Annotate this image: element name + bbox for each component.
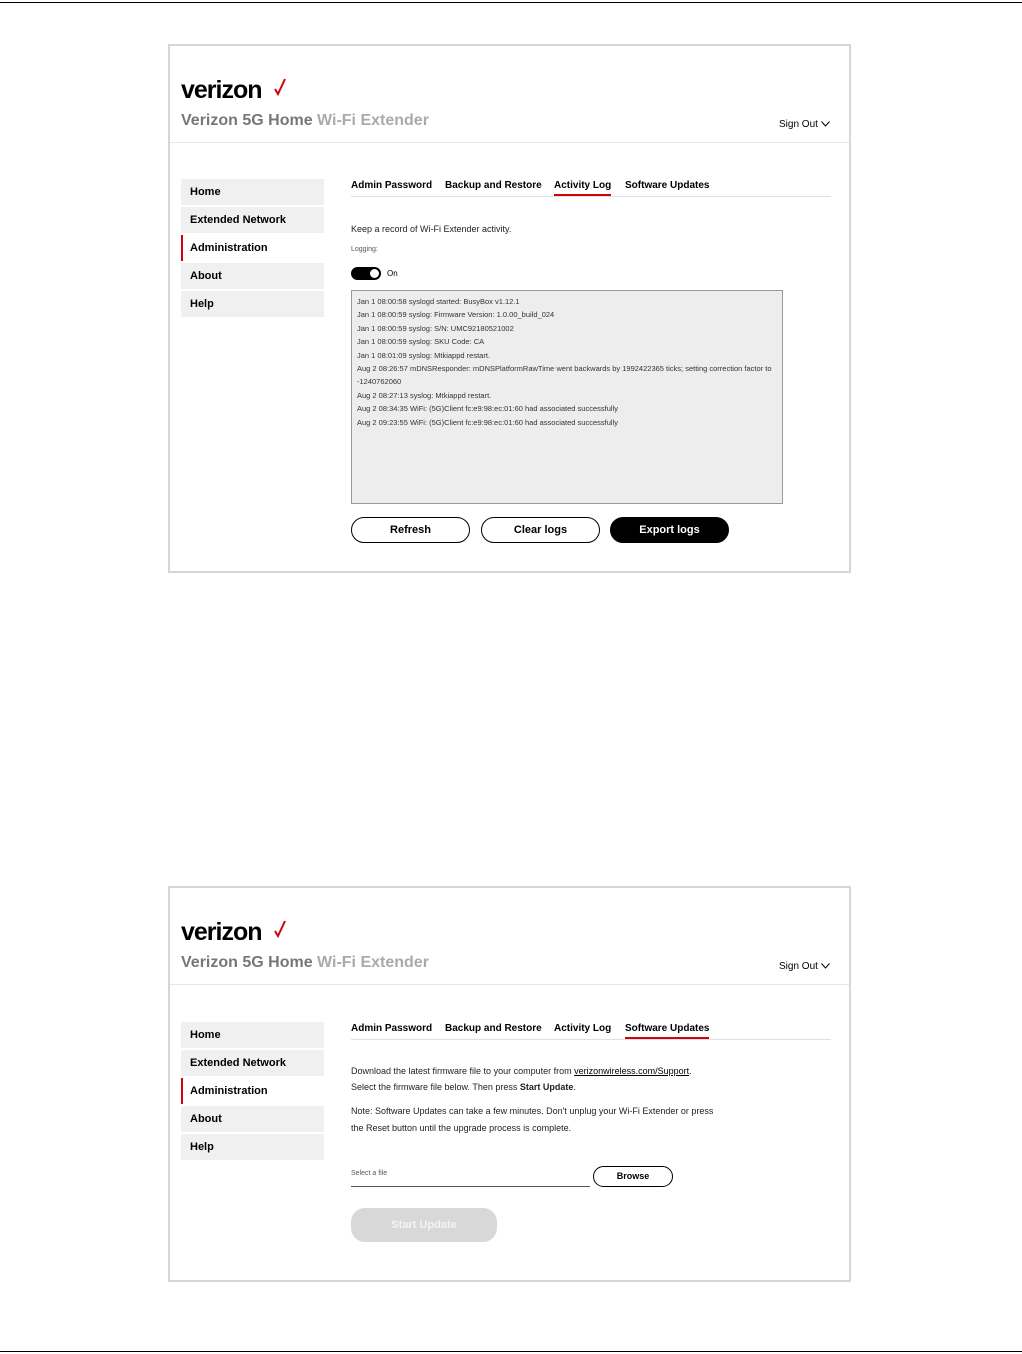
sidebar-item-administration[interactable]: Administration <box>181 235 324 261</box>
sidebar-item-extended-network[interactable]: Extended Network <box>181 1050 324 1076</box>
export-logs-button[interactable]: Export logs <box>610 517 729 543</box>
browse-button[interactable]: Browse <box>593 1166 673 1187</box>
update-note-line-2: the Reset button until the upgrade process is complete. <box>351 1123 572 1133</box>
admin-tabs <box>351 1023 831 1040</box>
log-line: Jan 1 08:00:59 syslog: SKU Code: CA <box>357 337 485 347</box>
sidebar-item-home[interactable]: Home <box>181 179 324 205</box>
sidebar <box>181 179 324 319</box>
sidebar-item-help[interactable]: Help <box>181 1134 324 1160</box>
sign-out-menu[interactable]: Sign Out <box>779 961 830 972</box>
logging-toggle[interactable] <box>351 267 381 280</box>
log-line: Aug 2 08:27:13 syslog: Mtkiappd restart. <box>357 390 492 400</box>
sidebar-item-home[interactable]: Home <box>181 1022 324 1048</box>
log-line: Aug 2 09:23:55 WiFi: (5G)Client fc:e9:98:ec:01:60 had associated successfully <box>357 417 618 427</box>
sidebar-item-administration[interactable]: Administration <box>181 1078 324 1104</box>
sidebar-item-about[interactable]: About <box>181 263 324 289</box>
sign-out-menu[interactable]: Sign Out <box>779 119 830 130</box>
header <box>170 46 849 143</box>
sidebar-item-extended-network[interactable]: Extended Network <box>181 207 324 233</box>
toggle-knob <box>370 269 379 278</box>
file-input[interactable] <box>351 1186 590 1187</box>
software-updates-screenshot <box>168 886 851 1282</box>
tab-software-updates[interactable]: Software Updates <box>625 180 710 191</box>
chevron-down-icon <box>821 121 830 127</box>
start-update-button[interactable]: Start Update <box>351 1208 497 1242</box>
sidebar-item-help[interactable]: Help <box>181 291 324 317</box>
select-instructions: Select the firmware file below. Then press Start Update. <box>351 1082 576 1092</box>
tab-backup-restore[interactable]: Backup and Restore <box>445 1023 542 1034</box>
sidebar <box>181 1022 324 1162</box>
sidebar-item-about[interactable]: About <box>181 1106 324 1132</box>
tab-software-updates[interactable]: Software Updates <box>625 1023 710 1034</box>
verizon-logo: verizon <box>181 918 262 946</box>
refresh-button[interactable]: Refresh <box>351 517 470 543</box>
verizon-check-icon <box>274 920 286 938</box>
logging-label: Logging: <box>351 246 378 253</box>
log-line: Jan 1 08:01:09 syslog: Mtkiappd restart. <box>357 350 490 360</box>
verizon-check-icon <box>274 78 286 96</box>
update-note-line-1: Note: Software Updates can take a few minutes. Don't unplug your Wi-Fi Extender or press <box>351 1106 714 1116</box>
product-title: Verizon 5G Home Wi-Fi Extender <box>181 112 429 129</box>
support-link[interactable]: verizonwireless.com/Support <box>574 1066 690 1076</box>
log-line: Jan 1 08:00:58 syslogd started: BusyBox v1.12.1 <box>357 297 520 306</box>
log-line: Aug 2 08:34:35 WiFi: (5G)Client fc:e9:98:ec:01:60 had associated successfully <box>357 404 618 414</box>
log-line: Jan 1 08:00:59 syslog: Firmware Version: 1.0.00_build_024 <box>357 310 555 320</box>
logging-state: On <box>387 269 398 278</box>
tab-activity-log[interactable]: Activity Log <box>554 180 612 191</box>
activity-log-screenshot <box>168 44 851 573</box>
admin-tabs <box>351 180 831 197</box>
tab-backup-restore[interactable]: Backup and Restore <box>445 180 542 191</box>
page-bottom-rule <box>0 1351 1022 1352</box>
clear-logs-button[interactable]: Clear logs <box>481 517 600 543</box>
tab-admin-password[interactable]: Admin Password <box>351 1023 433 1034</box>
chevron-down-icon <box>821 963 830 969</box>
verizon-logo: verizon <box>181 76 262 104</box>
tab-activity-log[interactable]: Activity Log <box>554 1023 612 1034</box>
log-line: Jan 1 08:00:59 syslog: S/N: UMC92180521002 <box>357 323 514 333</box>
tab-admin-password[interactable]: Admin Password <box>351 180 433 191</box>
page-top-rule <box>0 2 1022 3</box>
file-input-placeholder: Select a file <box>351 1170 388 1177</box>
log-line: Aug 2 08:26:57 mDNSResponder: mDNSPlatformRawTime went backwards by 1992422365 ticks; setting correction factor to -1240762060 <box>357 364 772 387</box>
header <box>170 888 849 985</box>
product-title: Verizon 5G Home Wi-Fi Extender <box>181 954 429 971</box>
download-instructions: Download the latest firmware file to your computer from verizonwireless.com/Support. <box>351 1066 692 1076</box>
activity-log-textarea[interactable] <box>351 290 783 504</box>
activity-description: Keep a record of Wi-Fi Extender activity. <box>351 224 512 234</box>
